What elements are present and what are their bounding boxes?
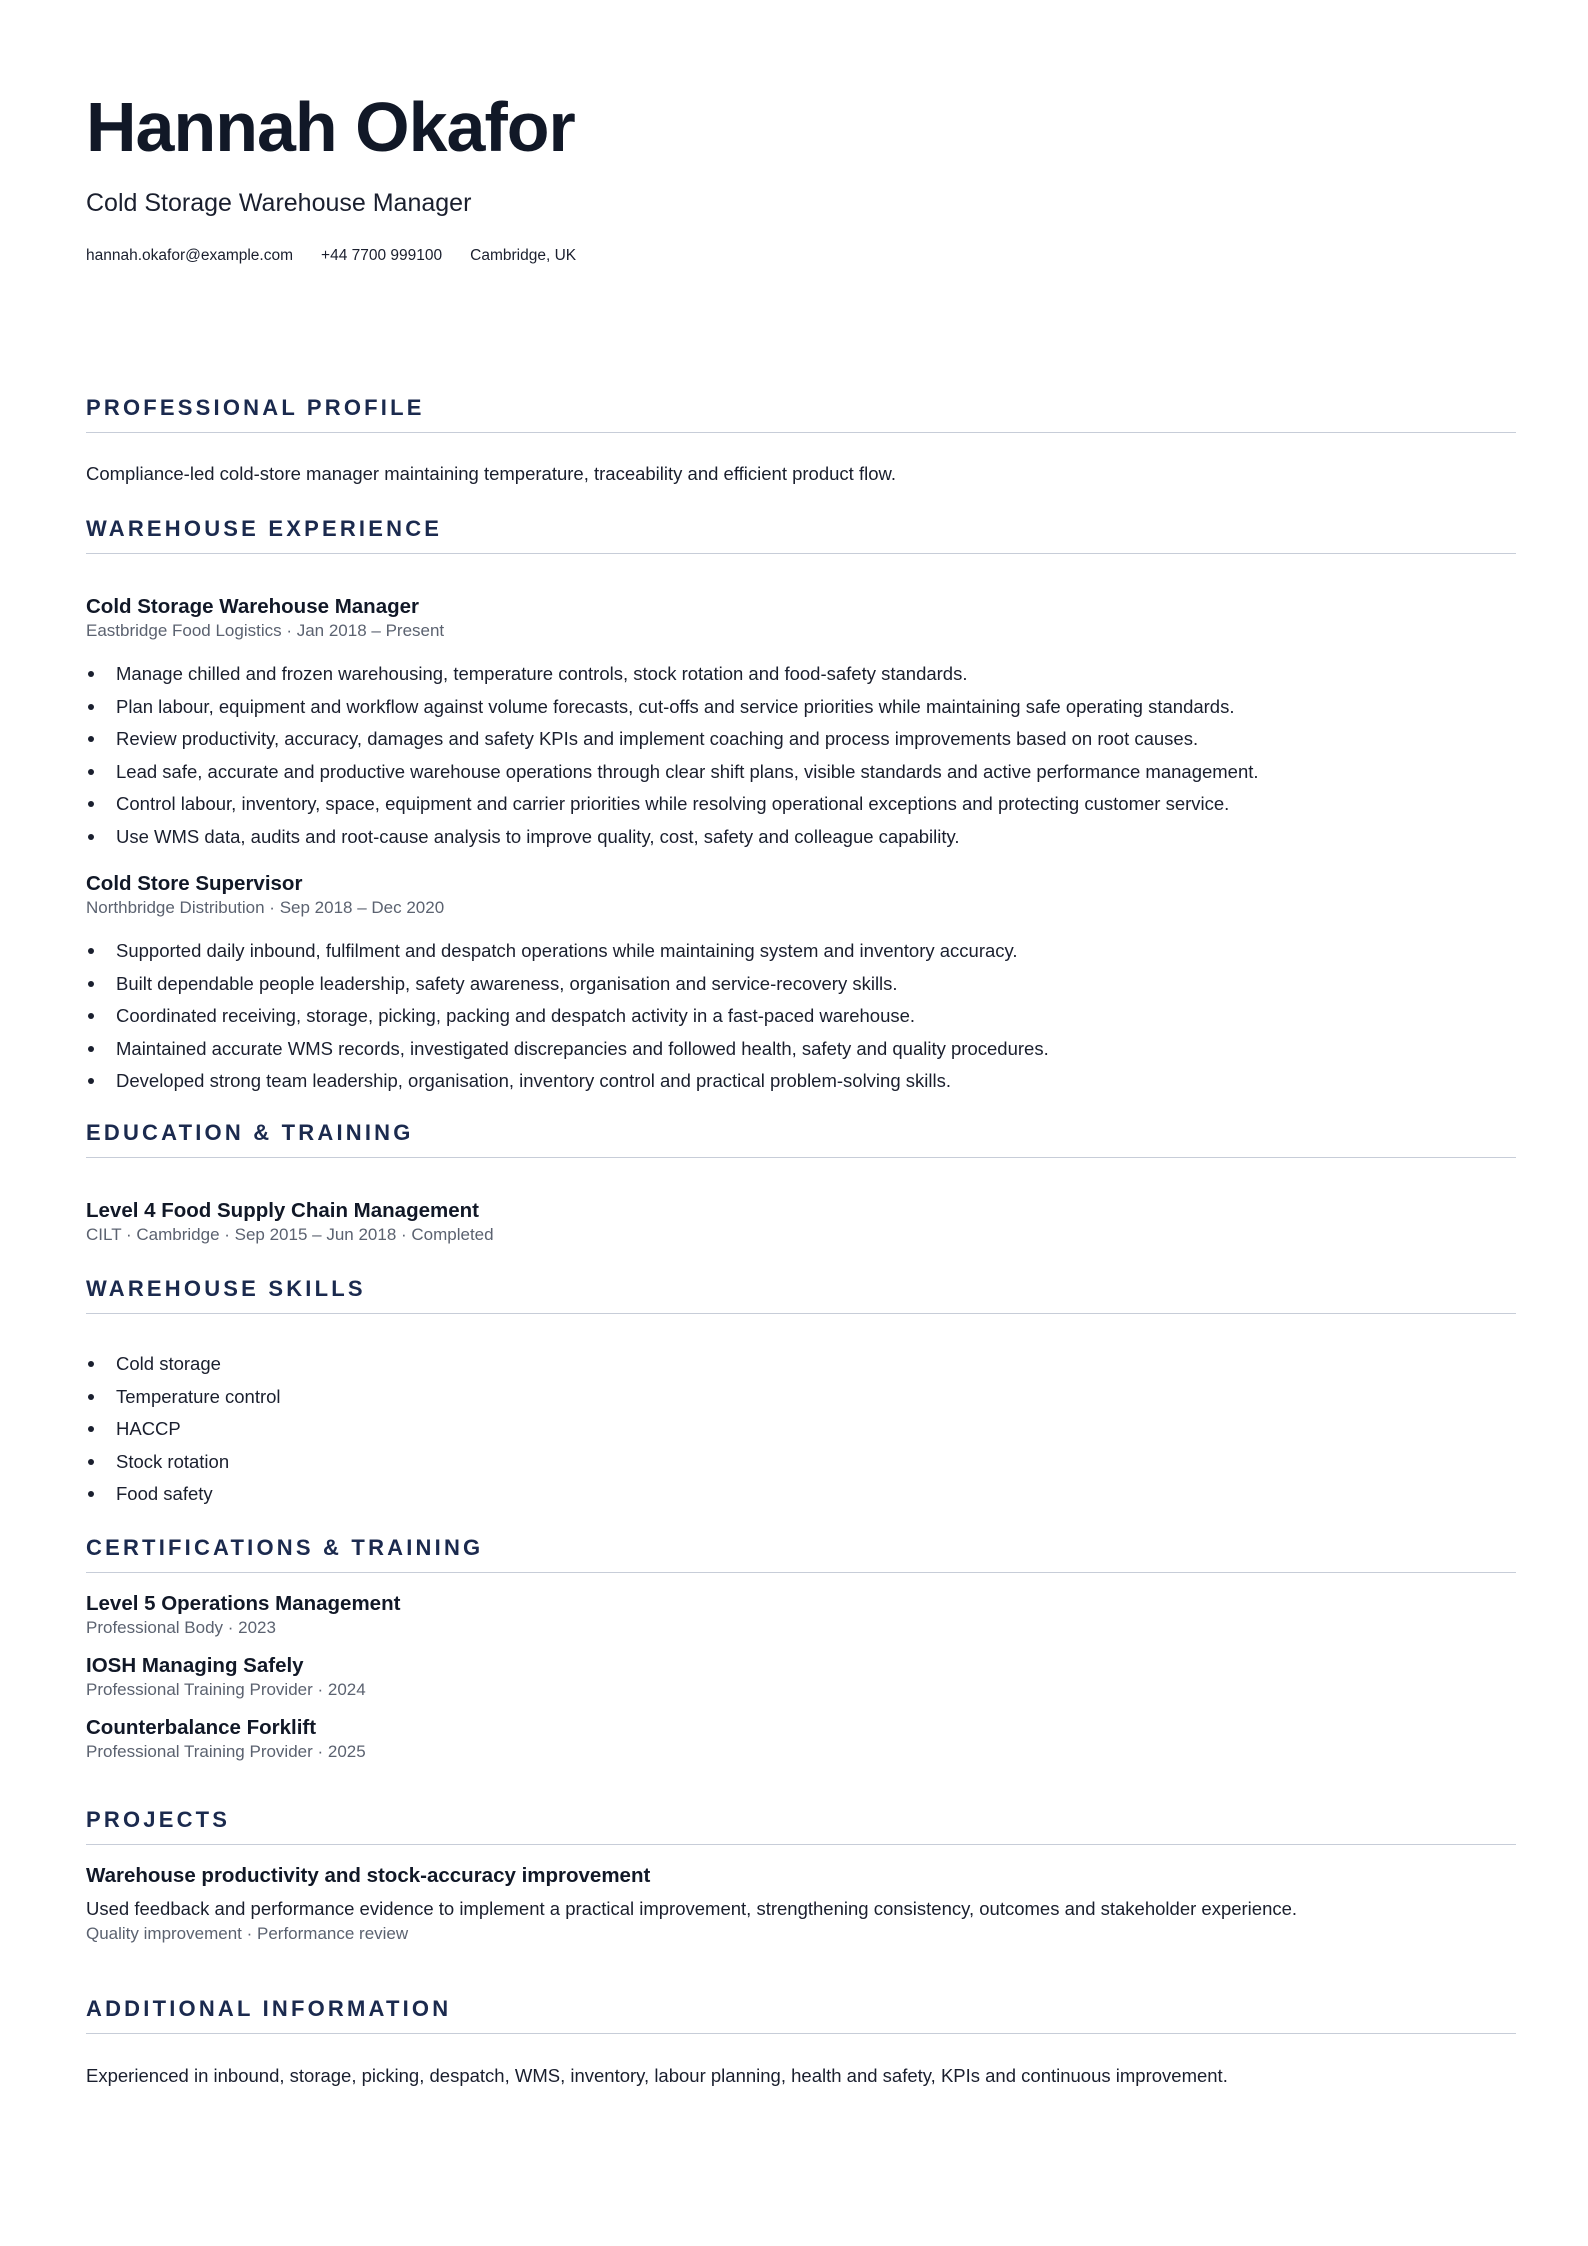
contact-phone: +44 7700 999100 [321, 247, 443, 264]
candidate-name: Hannah Okafor [86, 88, 575, 166]
job-title: Cold Store Supervisor [86, 872, 303, 895]
education-name: Level 4 Food Supply Chain Management [86, 1199, 479, 1222]
section-divider [86, 1572, 1516, 1573]
skills-list [86, 1355, 281, 1518]
list-item: Control labour, inventory, space, equipment and carrier priorities while resolving operational exceptions and protecting customer service. [86, 795, 1259, 828]
section-divider [86, 1157, 1516, 1158]
section-title-certifications: CERTIFICATIONS & TRAINING [86, 1535, 484, 1560]
certification-name: Level 5 Operations Management [86, 1592, 401, 1615]
list-item: Plan labour, equipment and workflow against volume forecasts, cut-offs and service priorities while maintaining safe operating standards. [86, 698, 1259, 731]
certification-name: Counterbalance Forklift [86, 1716, 317, 1739]
list-item: Coordinated receiving, storage, picking, packing and despatch activity in a fast-paced warehouse. [86, 1007, 1049, 1040]
project-tags: Quality improvement · Performance review [86, 1924, 409, 1943]
section-title-skills: WAREHOUSE SKILLS [86, 1276, 366, 1301]
list-item: Supported daily inbound, fulfilment and despatch operations while maintaining system and inventory accuracy. [86, 942, 1049, 975]
profile-summary: Compliance-led cold-store manager maintaining temperature, traceability and efficient product flow. [86, 463, 896, 484]
section-title-additional: ADDITIONAL INFORMATION [86, 1996, 452, 2021]
certification-meta: Professional Training Provider · 2025 [86, 1742, 366, 1761]
section-title-projects: PROJECTS [86, 1807, 231, 1832]
education-meta: CILT · Cambridge · Sep 2015 – Jun 2018 · Completed [86, 1225, 494, 1244]
skill-item: Temperature control [86, 1388, 281, 1421]
section-title-experience: WAREHOUSE EXPERIENCE [86, 516, 443, 541]
list-item: Manage chilled and frozen warehousing, temperature controls, stock rotation and food-safety standards. [86, 665, 1259, 698]
job-meta: Eastbridge Food Logistics · Jan 2018 – Present [86, 621, 445, 640]
list-item: Lead safe, accurate and productive warehouse operations through clear shift plans, visible standards and active performance management. [86, 763, 1259, 796]
section-divider [86, 2033, 1516, 2034]
list-item: Developed strong team leadership, organisation, inventory control and practical problem-solving skills. [86, 1072, 1049, 1105]
job-meta: Northbridge Distribution · Sep 2018 – Dec 2020 [86, 898, 445, 917]
project-description: Used feedback and performance evidence to implement a practical improvement, strengthening consistency, outcomes and stakeholder experience. [86, 1898, 1298, 1919]
skill-item: HACCP [86, 1420, 281, 1453]
section-title-education: EDUCATION & TRAINING [86, 1120, 414, 1145]
certification-meta: Professional Training Provider · 2024 [86, 1680, 366, 1699]
skill-item: Stock rotation [86, 1453, 281, 1486]
list-item: Review productivity, accuracy, damages and safety KPIs and implement coaching and process improvements based on root causes. [86, 730, 1259, 763]
certification-meta: Professional Body · 2023 [86, 1618, 276, 1637]
contact-line [86, 248, 576, 264]
list-item: Use WMS data, audits and root-cause analysis to improve quality, cost, safety and colleague capability. [86, 828, 1259, 861]
certification-name: IOSH Managing Safely [86, 1654, 304, 1677]
job-bullets [86, 942, 1049, 1105]
section-divider [86, 432, 1516, 433]
section-divider [86, 1313, 1516, 1314]
skill-item: Food safety [86, 1485, 281, 1518]
job-title: Cold Storage Warehouse Manager [86, 595, 419, 618]
section-divider [86, 1844, 1516, 1845]
skill-item: Cold storage [86, 1355, 281, 1388]
additional-info: Experienced in inbound, storage, picking, despatch, WMS, inventory, labour planning, health and safety, KPIs and continuous improvement. [86, 2065, 1228, 2086]
contact-location: Cambridge, UK [470, 247, 577, 264]
candidate-headline: Cold Storage Warehouse Manager [86, 189, 472, 217]
section-divider [86, 553, 1516, 554]
list-item: Maintained accurate WMS records, investigated discrepancies and followed health, safety and quality procedures. [86, 1040, 1049, 1073]
project-name: Warehouse productivity and stock-accuracy improvement [86, 1864, 651, 1887]
section-title-profile: PROFESSIONAL PROFILE [86, 395, 425, 420]
contact-email: hannah.okafor@example.com [86, 247, 294, 264]
job-bullets [86, 665, 1259, 860]
list-item: Built dependable people leadership, safety awareness, organisation and service-recovery skills. [86, 975, 1049, 1008]
